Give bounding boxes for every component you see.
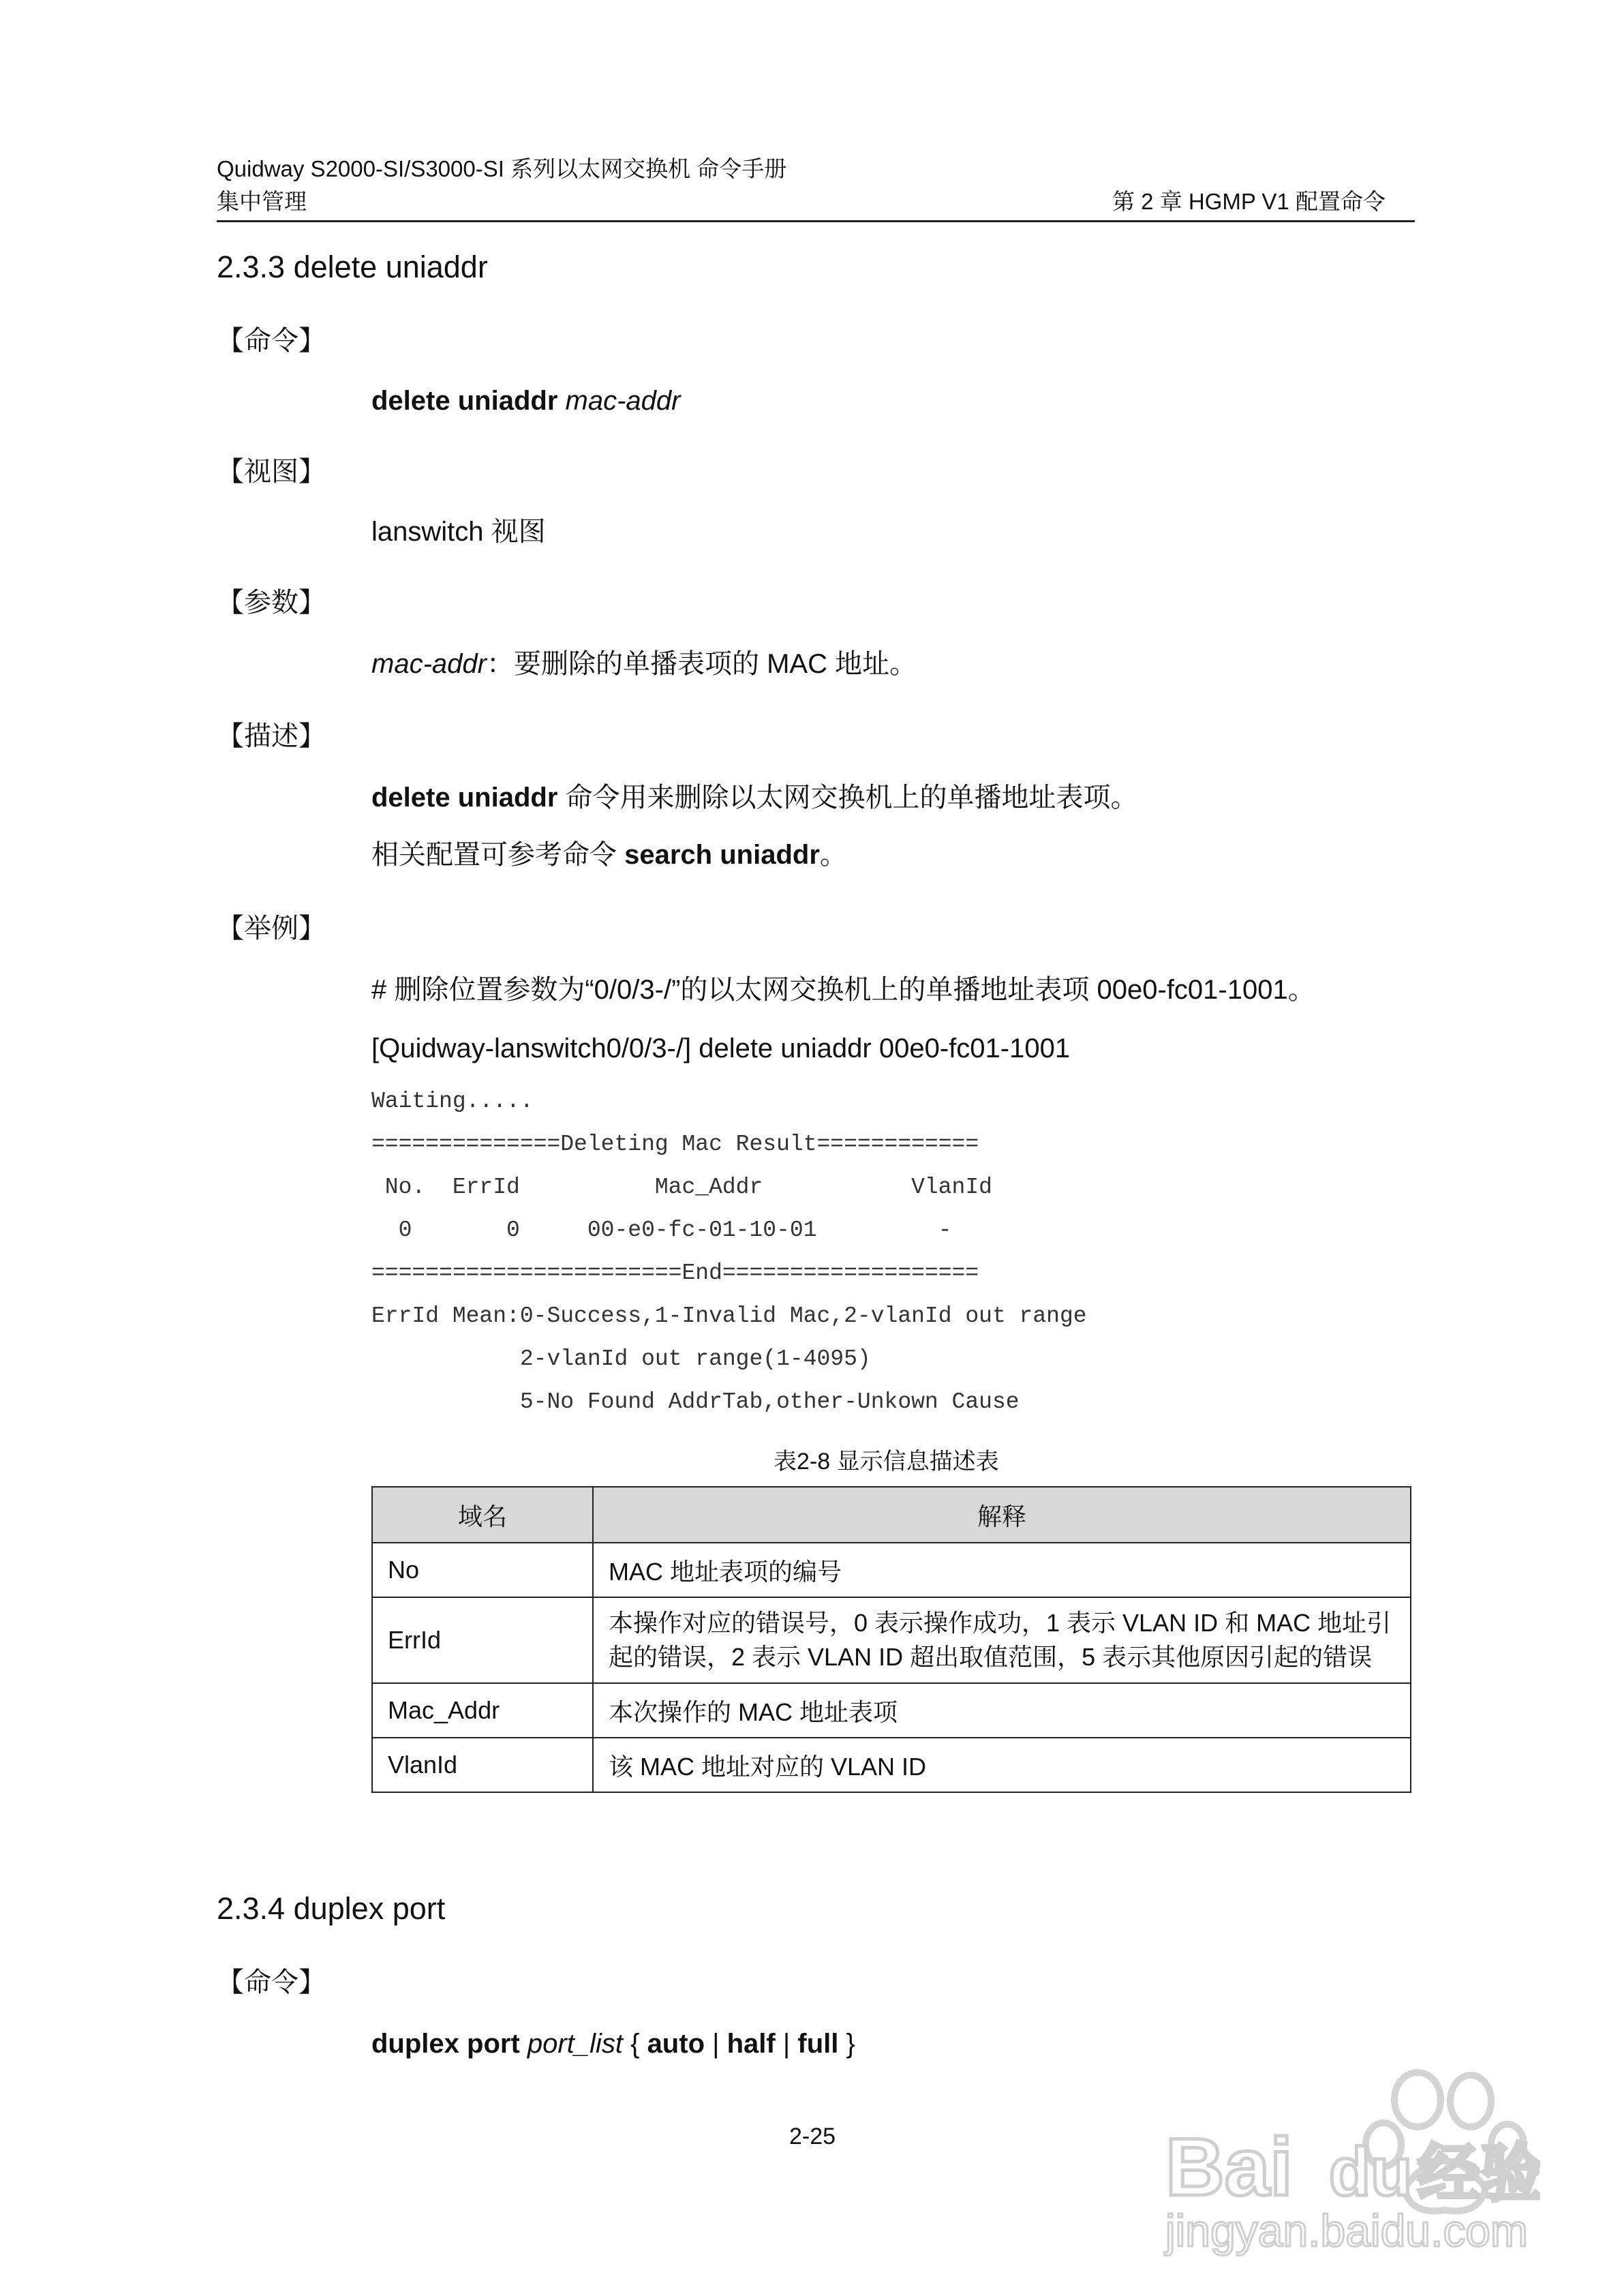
table-cell: 本操作对应的错误号，0 表示操作成功，1 表示 VLAN ID 和 MAC 地址引起的错误，2 表示 VLAN ID 超出取值范围，5 表示其他原因引起的错误 xyxy=(593,1597,1411,1683)
output-line: 2-vlanId out range(1-4095) xyxy=(371,1346,871,1372)
desc-text: 命令用来删除以太网交换机上的单播地址表项。 xyxy=(557,783,1138,813)
view-text: lanswitch 视图 xyxy=(371,517,546,547)
table-row xyxy=(372,1683,1411,1738)
option-sep: | xyxy=(705,2029,727,2059)
header-chapter-subject: 集中管理 xyxy=(217,189,307,214)
output-line: 0 0 00-e0-fc-01-10-01 - xyxy=(371,1218,952,1243)
desc-related-text: 相关配置可参考命令 xyxy=(371,840,625,870)
section-title-duplex-port: 2.3.4 duplex port xyxy=(217,1891,446,1926)
svg-text:Bai: Bai xyxy=(1165,2121,1293,2213)
table-row xyxy=(372,1543,1411,1597)
brace-close: } xyxy=(838,2029,855,2059)
example-command: [Quidway-lanswitch0/0/3-/] delete uniaddr 00e0-fc01-1001 xyxy=(371,1033,1071,1063)
table-cell: 该 MAC 地址对应的 VLAN ID xyxy=(593,1738,1411,1792)
output-line: Waiting..... xyxy=(371,1089,534,1114)
output-line: ==============Deleting Mac Result============ xyxy=(371,1132,979,1157)
section-title-delete-uniaddr: 2.3.3 delete uniaddr xyxy=(217,250,488,284)
table-cell: ErrId xyxy=(372,1597,593,1683)
label-description: 【描述】 xyxy=(217,721,326,751)
table-cell: 本次操作的 MAC 地址表项 xyxy=(593,1683,1411,1738)
table-row xyxy=(372,1738,1411,1792)
desc-related-end: 。 xyxy=(819,840,847,870)
option-auto: auto xyxy=(647,2029,705,2059)
param-description xyxy=(371,646,917,682)
example-comment: # 删除位置参数为“0/0/3-/”的以太网交换机上的单播地址表项 00e0-fc01-1001。 xyxy=(371,975,1315,1005)
table-caption: 表2-8 显示信息描述表 xyxy=(774,1449,999,1475)
desc-keyword: delete uniaddr xyxy=(371,783,558,813)
output-line: No. ErrId Mac_Addr VlanId xyxy=(371,1175,992,1200)
page-number: 2-25 xyxy=(789,2124,836,2149)
command-syntax xyxy=(371,383,680,419)
table-cell: Mac_Addr xyxy=(372,1683,593,1738)
desc-related-command: search uniaddr xyxy=(624,840,820,870)
svg-text:jingyan.baidu.com: jingyan.baidu.com xyxy=(1165,2205,1528,2256)
table-cell: MAC 地址表项的编号 xyxy=(593,1543,1411,1597)
label-view: 【视图】 xyxy=(217,457,326,487)
table-cell: No xyxy=(372,1543,593,1597)
command-param: port_list xyxy=(527,2029,623,2059)
output-line: =======================End=================== xyxy=(371,1260,979,1286)
param-text: ：要删除的单播表项的 MAC 地址。 xyxy=(486,649,917,679)
table-cell: VlanId xyxy=(372,1738,593,1792)
info-table xyxy=(371,1486,1411,1793)
command-syntax xyxy=(371,2026,855,2061)
table-header: 域名 xyxy=(372,1487,593,1543)
baidu-jingyan-watermark xyxy=(1159,2059,1540,2256)
param-name: mac-addr xyxy=(371,649,487,679)
command-keyword: delete uniaddr xyxy=(371,386,558,416)
command-param: mac-addr xyxy=(565,386,681,416)
paw-logo-icon xyxy=(1159,2059,1540,2256)
option-full: full xyxy=(797,2029,839,2059)
header-rule xyxy=(217,220,1415,222)
description-line1 xyxy=(371,780,1138,815)
output-line: ErrId Mean:0-Success,1-Invalid Mac,2-vlanId out range xyxy=(371,1303,1087,1329)
command-keyword: duplex port xyxy=(371,2029,520,2059)
label-command: 【命令】 xyxy=(217,1967,326,1997)
brace-open: { xyxy=(622,2029,647,2059)
table-header: 解释 xyxy=(593,1487,1411,1543)
label-command: 【命令】 xyxy=(217,326,326,356)
description-line2 xyxy=(371,837,847,873)
output-line: 5-No Found AddrTab,other-Unkown Cause xyxy=(371,1389,1020,1415)
option-half: half xyxy=(726,2029,776,2059)
option-sep: | xyxy=(775,2029,798,2059)
svg-text:du: du xyxy=(1329,2134,1413,2210)
header-chapter: 第 2 章 HGMP V1 配置命令 xyxy=(1112,189,1386,214)
label-example: 【举例】 xyxy=(217,913,326,943)
svg-text:经验: 经验 xyxy=(1418,2137,1540,2210)
header-doc-title: Quidway S2000-SI/S3000-SI 系列以太网交换机 命令手册 xyxy=(217,156,787,181)
label-params: 【参数】 xyxy=(217,588,326,618)
table-row xyxy=(372,1597,1411,1683)
